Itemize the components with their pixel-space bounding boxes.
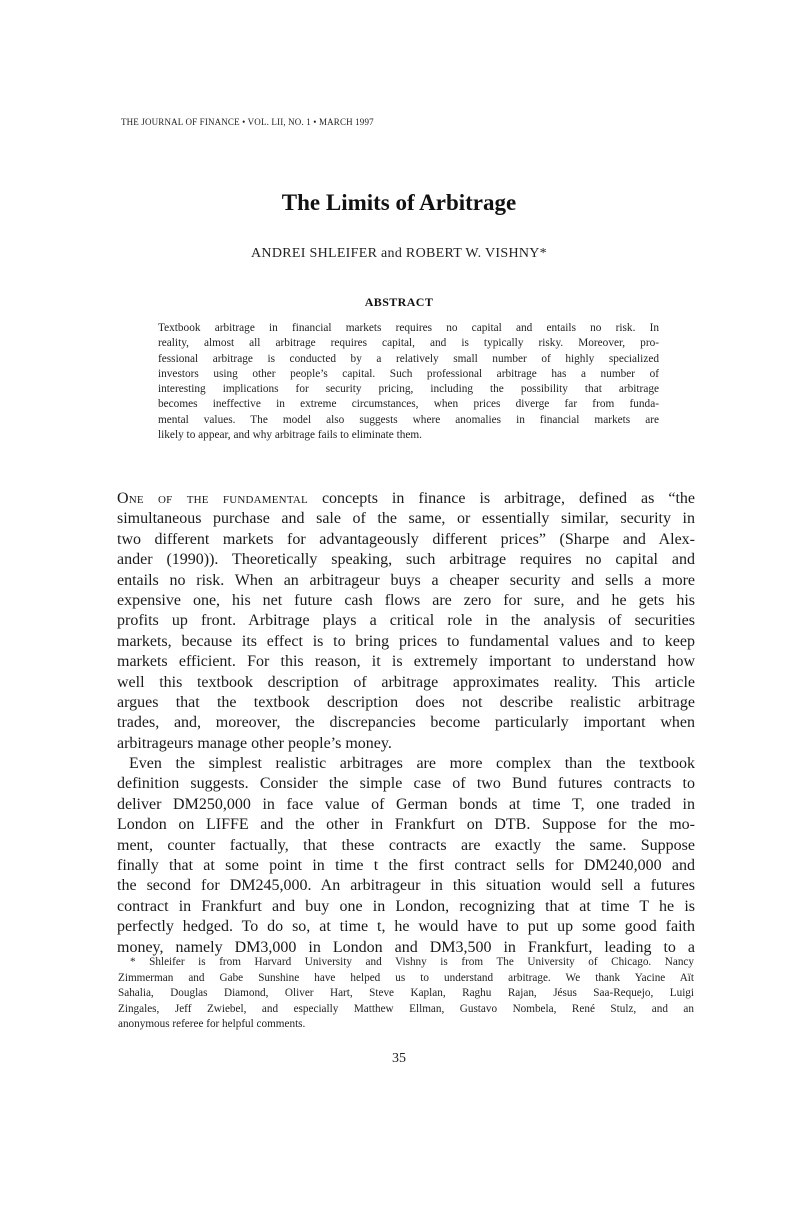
abstract-heading: ABSTRACT xyxy=(364,295,434,309)
body-line: ment, counter factually, that these contracts are exactly the same. Suppose xyxy=(117,836,695,854)
running-head: THE JOURNAL OF FINANCE • VOL. LII, NO. 1 • MARCH 1997 xyxy=(121,117,374,127)
abstract-text xyxy=(158,321,659,443)
body-line: ander (1990)). Theoretically speaking, such arbitrage requires no capital and xyxy=(117,551,695,569)
body-line: simultaneous purchase and sale of the same, or essentially similar, security in xyxy=(117,510,695,528)
body-text xyxy=(117,489,695,958)
abstract-line: mental values. The model also suggests where anomalies in financial markets are xyxy=(158,413,659,426)
body-line: argues that the textbook description does not describe realistic arbitrage xyxy=(117,693,695,711)
abstract-line: interesting implications for security pricing, including the possibility that arbitrage xyxy=(158,383,659,396)
paragraph-lead-in: One of the fundamental xyxy=(117,490,308,507)
footnote-line: Zingales, Jeff Zwiebel, and especially Matthew Ellman, Gustavo Nombela, René Stulz, and an xyxy=(118,1002,694,1015)
abstract-line: fessional arbitrage is conducted by a relatively small number of highly specialized xyxy=(158,352,659,365)
abstract-line: investors using other people’s capital. Such professional arbitrage has a number of xyxy=(158,367,659,380)
body-line: expensive one, his net future cash flows are zero for sure, and he gets his xyxy=(117,591,695,609)
paragraph-first-line-rest: concepts in finance is arbitrage, defined as “the xyxy=(307,490,695,507)
abstract-line: likely to appear, and why arbitrage fails to eliminate them. xyxy=(158,429,422,442)
body-line: definition suggests. Consider the simple case of two Bund futures contracts to xyxy=(117,775,695,793)
page-number: 35 xyxy=(392,1051,406,1066)
body-line: trades, and, moreover, the discrepancies become particularly important when xyxy=(117,714,695,732)
body-line: markets efficient. For this reason, it is extremely important to understand how xyxy=(117,653,695,671)
body-line: Even the simplest realistic arbitrages are more complex than the textbook xyxy=(129,755,695,773)
article-authors: ANDREI SHLEIFER and ROBERT W. VISHNY* xyxy=(251,246,547,261)
body-line: perfectly hedged. To do so, at time t, he would have to put up some good faith xyxy=(117,918,695,936)
body-line: well this textbook description of arbitrage approximates reality. This article xyxy=(117,673,695,691)
body-line: two different markets for advantageously different prices” (Sharpe and Alex- xyxy=(117,530,695,548)
abstract-line: reality, almost all arbitrage requires capital, and is typically risky. Moreover, pro- xyxy=(158,337,659,350)
body-line: the second for DM245,000. An arbitrageur in this situation would sell a futures xyxy=(117,877,695,895)
body-line: entails no risk. When an arbitrageur buys a cheaper security and sells a more xyxy=(117,571,695,589)
body-line: deliver DM250,000 in face value of German bonds at time T, one traded in xyxy=(117,795,695,813)
footnote-line: anonymous referee for helpful comments. xyxy=(118,1018,306,1031)
body-line: profits up front. Arbitrage plays a critical role in the analysis of securities xyxy=(117,612,695,630)
body-line: arbitrageurs manage other people’s money. xyxy=(117,734,392,752)
footnote-line: Sahalia, Douglas Diamond, Oliver Hart, Steve Kaplan, Raghu Rajan, Jésus Saa-Requejo, Luigi xyxy=(118,987,694,1000)
body-line: finally that at some point in time t the first contract sells for DM240,000 and xyxy=(117,857,695,875)
footnote-line: * Shleifer is from Harvard University and Vishny is from The University of Chicago. Nancy xyxy=(130,956,694,968)
article-title: The Limits of Arbitrage xyxy=(281,190,517,215)
body-line: money, namely DM3,000 in London and DM3,500 in Frankfurt, leading to a xyxy=(117,938,695,956)
body-line: London on LIFFE and the other in Frankfurt on DTB. Suppose for the mo- xyxy=(117,816,695,834)
footnote-line: Zimmerman and Gabe Sunshine have helped us to understand arbitrage. We thank Yacine Aït xyxy=(118,971,694,984)
author-footnote xyxy=(118,955,694,1033)
body-line: markets, because its effect is to bring prices to fundamental values and to keep xyxy=(117,632,695,650)
paragraph-1-first-line xyxy=(117,489,695,509)
abstract-line: becomes ineffective in extreme circumstances, when prices diverge far from funda- xyxy=(158,398,659,411)
abstract-line: Textbook arbitrage in financial markets requires no capital and entails no risk. In xyxy=(158,322,659,334)
body-line: contract in Frankfurt and buy one in London, recognizing that at time T he is xyxy=(117,897,695,915)
